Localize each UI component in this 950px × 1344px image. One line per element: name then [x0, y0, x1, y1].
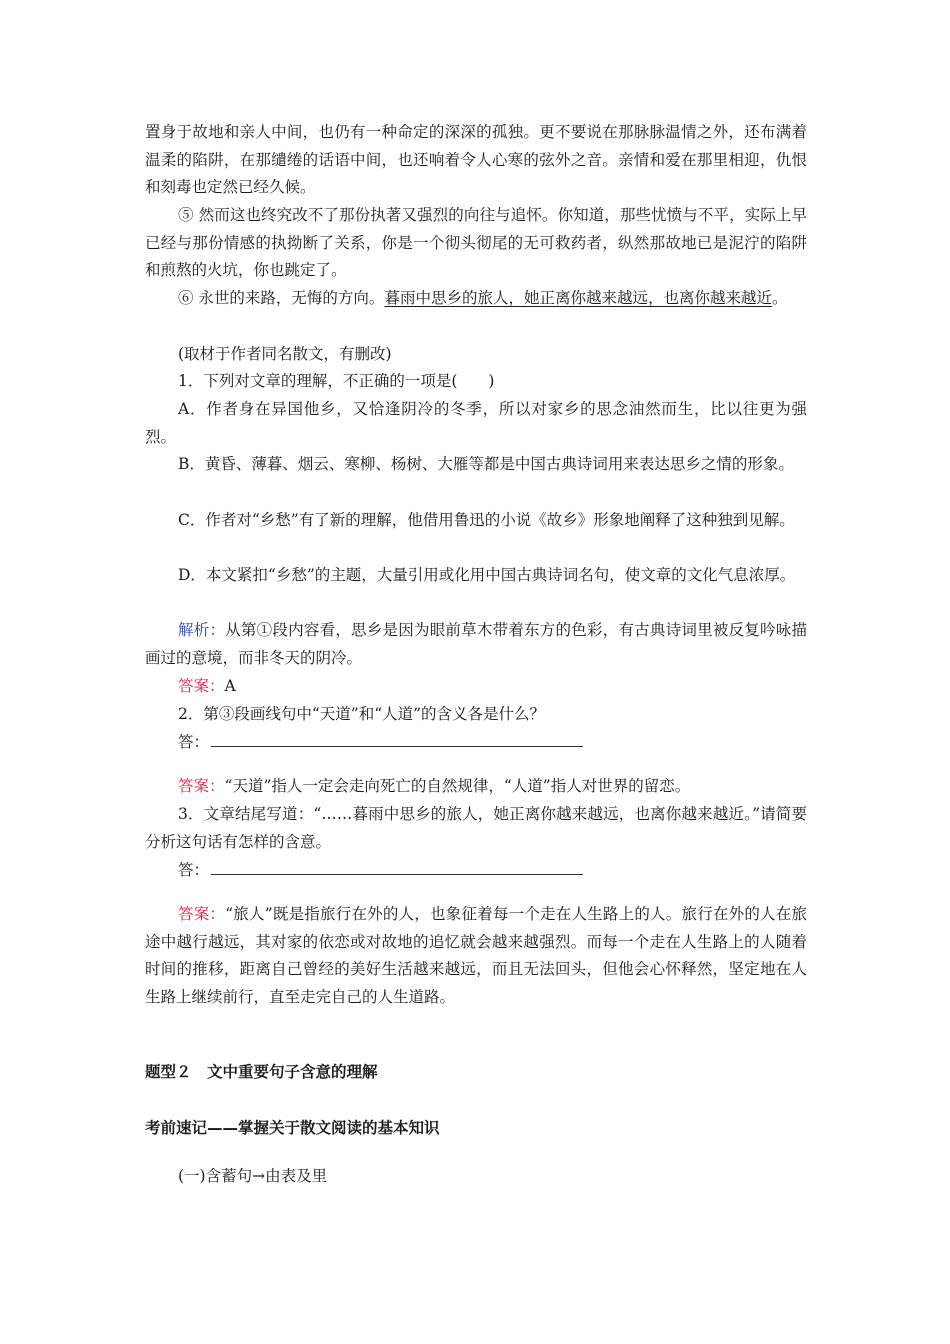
question-1-answer: [145, 673, 807, 701]
answer-label: 答案：: [178, 777, 225, 795]
question-1-analysis: [145, 617, 807, 672]
answer-label: 答案：: [178, 677, 225, 695]
answer-blank[interactable]: [211, 732, 583, 747]
question-1-option-b: B．黄昏、薄暮、烟云、寒柳、杨树、大雁等都是中国古典诗词用来表达思乡之情的形象。: [178, 455, 794, 473]
section-heading-type-2: 题型２ 文中重要句子含意的理解: [145, 1063, 378, 1081]
question-1-option-d: D．本文紧扣“乡愁”的主题，大量引用或化用中国古典诗词名句，使文章的文化气息浓厚。: [178, 566, 796, 584]
answer-prefix: 答：: [178, 733, 210, 751]
question-3-answer-line: [145, 857, 807, 885]
answer-text: “天道”指人一定会走向死亡的自然规律，“人道”指人对世界的留恋。: [224, 777, 691, 795]
question-2-answer: [145, 773, 807, 801]
paragraph-5: ⑤ 然而这也终究改不了那份执著又强烈的向往与追怀。你知道，那些忧愤与不平，实际上早已经与那份情感的执拗断了关系，你是一个彻头彻尾的无可救药者，纵然那故地已是泥泞的陷阱和煎熬的火坑，你也跳定了。: [145, 206, 807, 280]
paragraph-6-lead: ⑥ 永世的来路，无悔的方向。: [178, 289, 385, 307]
question-2-stem: 2．第③段画线句中“天道”和“人道”的含义各是什么？: [178, 705, 546, 723]
answer-value: A: [224, 677, 236, 695]
answer-label: 答案：: [178, 905, 226, 923]
question-3-answer: [145, 901, 807, 1011]
answer-prefix: 答：: [178, 861, 210, 879]
answer-text: “旅人”既是指旅行在外的人，也象征着每一个走在人生路上的人。旅行在外的人在旅途中越行越远，其对家的依恋或对故地的追忆就会越来越强烈。而每一个走在人生路上的人随着时间的推移，距离自己曾经的美好生活越来越远，而且无法回头，但他会心怀释然，坚定地在人生路上继续前行，直至走完自己的人生道路。: [145, 905, 807, 1006]
question-2-answer-line: [145, 729, 807, 757]
paragraph-4-continued: 置身于故地和亲人中间，也仍有一种命定的深深的孤独。更不要说在那脉脉温情之外，还布满着温柔的陷阱，在那缱绻的话语中间，也还响着令人心寒的弦外之音。亲情和爱在那里相迎，仇恨和刻毒也定然已经久候。: [145, 123, 807, 197]
list-item-implicit-sentence: (一)含蓄句→由表及里: [178, 1167, 328, 1185]
answer-blank[interactable]: [211, 860, 583, 875]
analysis-label: 解析：: [178, 621, 226, 639]
source-note: (取材于作者同名散文，有删改): [178, 345, 392, 363]
paragraph-6-underlined-sentence: 暮雨中思乡的旅人，她正离你越来越远，也离你越来越近: [384, 289, 772, 307]
question-1-stem: 1．下列对文章的理解，不正确的一项是( ): [178, 372, 495, 390]
question-3-stem: 3．文章结尾写道：“……暮雨中思乡的旅人，她正离你越来越远，也离你越来越近。”请简要分析这句话有怎样的含意。: [145, 805, 807, 851]
question-1-option-c: C．作者对“乡愁”有了新的理解，他借用鲁迅的小说《故乡》形象地阐释了这种独到见解。: [178, 511, 795, 529]
section-heading-quick-notes: 考前速记——掌握关于散文阅读的基本知识: [145, 1119, 440, 1137]
paragraph-6-tail: 。: [771, 289, 788, 307]
analysis-text: 从第①段内容看，思乡是因为眼前草木带着东方的色彩，有古典诗词里被反复吟咏描画过的意境，而非冬天的阴冷。: [145, 621, 807, 667]
paragraph-6: [145, 285, 807, 313]
question-1-option-a: A．作者身在异国他乡，又恰逢阴冷的冬季，所以对家乡的思念油然而生，比以往更为强烈。: [145, 400, 807, 446]
